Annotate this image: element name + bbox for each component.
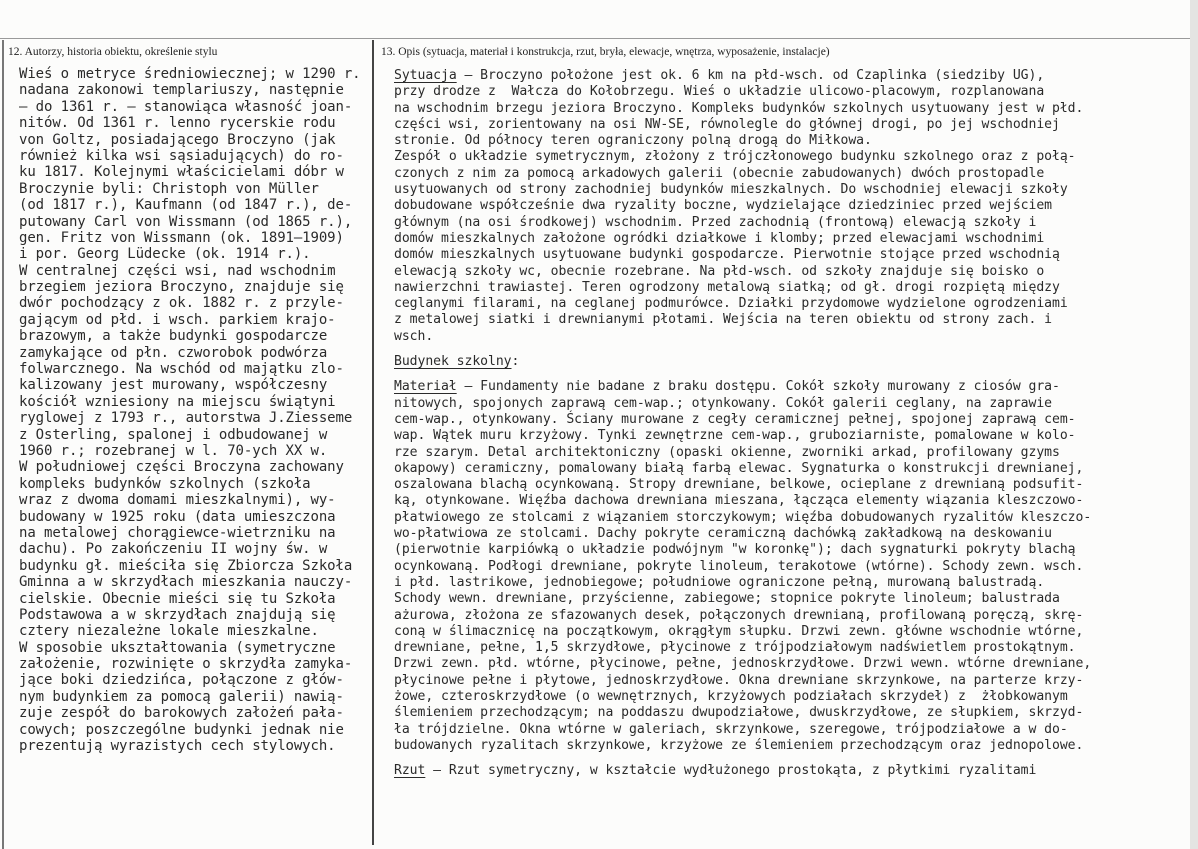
text-line: zuje zespół do barokowych założeń pała- — [19, 705, 344, 722]
text-line — [394, 477, 1091, 493]
line-text: ślemieniem przechodzącym; na poddaszu dwupodziałowe, dwuskrzydłowe, ze słupkiem, skrzyd- — [394, 705, 1084, 721]
line-text: ażurowa, złożona ze sfazowanych desek, połączonych drewnianą, profilowaną poręczą, skrę- — [394, 607, 1084, 623]
line-text: części wsi, zorientowany na osi NW-SE, równolegle do głównej drogi, po jej wschodniej — [394, 116, 1060, 132]
line-text: żowe, czteroskrzydłowe (o wewnętrznych, krzyżowych podziałach skrzydeł) z żłobkowanym — [394, 688, 1068, 704]
text-line: z Osterling, spalonej i odbudowanej w — [19, 426, 328, 443]
text-line: Wieś o metryce średniowiecznej; w 1290 r. — [19, 66, 361, 82]
line-text: ką, otynkowane. Więźba dachowa drewniana mieszana, łącząca elementy wiązania kleszczowo- — [394, 493, 1084, 509]
text-line — [394, 280, 1091, 296]
text-line: założenie, rozwinięte o skrzydła zamyka- — [19, 656, 353, 673]
text-line: Podstawowa a w skrzydłach znajdują się — [19, 606, 336, 623]
section-heading: Rzut — [394, 763, 426, 779]
left-border — [2, 40, 4, 849]
line-text: ła trójdzielne. Okna wtórne w galeriach, skrzynkowe, szeregowe, trójpodziałowe a w do- — [394, 721, 1068, 737]
text-line: 1960 r.; rozebranej w l. 70-ych XX w. — [19, 442, 328, 459]
line-text: – Fundamenty nie badane z braku dostępu. Cokół szkoły murowany z ciosów gra- — [456, 379, 1060, 395]
text-line — [394, 379, 1091, 395]
text-line: – do 1361 r. – stanowiąca własność joan- — [19, 98, 353, 115]
section-sytuacja — [394, 68, 1091, 345]
text-line — [394, 117, 1091, 133]
text-line — [394, 182, 1091, 198]
line-text: wap. Wątek muru krzyżowy. Tynki zewnętrzne cem-wap., gruboziarniste, pomalowane w kolo- — [394, 428, 1076, 444]
text-line: brzegiem jeziora Broczyno, znajduje się — [19, 279, 344, 296]
line-text: czonych z nim za pomocą arkadowych galerii (obecnie zabudowanych) dwóch prostopadle — [394, 165, 1045, 181]
text-line — [394, 591, 1091, 607]
section-12-header: 12. Autorzy, historia obiektu, określenie stylu — [8, 46, 218, 58]
line-text: wsch. — [394, 328, 434, 344]
text-line — [394, 493, 1091, 509]
line-text: : — [511, 354, 520, 370]
text-line: i por. Georg Lüdecke (ok. 1914 r.). — [19, 246, 311, 263]
text-line — [394, 133, 1091, 149]
text-line: putowany Carl von Wissmann (od 1865 r.), — [19, 213, 353, 230]
text-line — [394, 689, 1091, 705]
text-line — [394, 166, 1091, 182]
text-line — [394, 510, 1091, 526]
text-line — [394, 198, 1091, 214]
text-line — [394, 722, 1091, 738]
text-line: kompleks budynków szkolnych (szkoła — [19, 475, 311, 492]
text-line: nitów. Od 1361 r. lenno rycerskie rodu — [19, 115, 336, 132]
section-gap — [394, 345, 1091, 354]
line-text: budowanych ryzalitach skrzynkowe, krzyżowe ze ślemieniem przechodzącym oraz jednopolowe. — [394, 737, 1084, 753]
text-line: ryglowej z 1793 r., autorstwa J.Ziesseme — [19, 410, 353, 427]
line-text: – Broczyno położone jest ok. 6 km na płd-wsch. od Czaplinka (siedziby UG), — [456, 68, 1045, 83]
line-text: (pierwotnie karpiówką o układzie podwójnym "w koronkę"); dach sygnaturki pokryty blachą — [394, 542, 1076, 558]
text-line: prezentują wyrazistych cech stylowych. — [19, 738, 336, 755]
line-text: – Rzut symetryczny, w kształcie wydłużonego prostokąta, z płytkimi ryzalitami — [425, 763, 1037, 779]
column-divider — [372, 40, 374, 845]
text-line: jące boki dziedzińca, połączone z głów- — [19, 672, 344, 689]
section-rzut — [394, 763, 1091, 779]
text-line: folwarcznego. Na wschód od majątku zlo- — [19, 361, 344, 378]
line-text: domów mieszkalnych założone ogródki działkowe i klomby; przed elewacjami wschodnimi — [394, 230, 1045, 246]
line-text: cem-wap., otynkowany. Ściany murowane z cegły ceramicznej pełnej, spojonej zaprawą cem- — [394, 411, 1076, 427]
text-line — [394, 215, 1091, 231]
line-text: z metalowej siatki i drewnianymi płotami. Wejścia na teren obiektu od strony zach. i — [394, 312, 1052, 328]
text-line — [394, 296, 1091, 312]
text-line: Broczynie byli: Christoph von Müller — [19, 180, 319, 197]
line-text: coną w ślimacznicę na początkowym, okrągłym słupku. Drzwi zewn. główne wschodnie wtórne, — [394, 623, 1084, 639]
text-line — [394, 231, 1091, 247]
line-text: ceglanymi filarami, na ceglanej podmurówce. Działki przydomowe wydzielone ogrodzeniami — [394, 296, 1068, 312]
line-text: wo-płatwiowa ze stolcami. Dachy pokryte ceramiczną dachówką zakładkową na deskowaniu — [394, 526, 1052, 542]
text-line — [394, 624, 1091, 640]
text-line: kościół wzniesiony na miejscu świątyni — [19, 393, 336, 410]
text-line: zamykające od płn. czworobok podwórza — [19, 344, 328, 361]
line-text: Drzwi zewn. płd. wtórne, płycinowe, pełne, jednoskrzydłowe. Drzwi wewn. wtórne drewniane, — [394, 656, 1092, 672]
line-text: rze szarym. Detal architektoniczny (opaski okienne, zworniki arkad, profilowany gzyms — [394, 444, 1060, 460]
text-line: gen. Fritz von Wissmann (ok. 1891–1909) — [19, 229, 344, 246]
line-text: i płd. lastrikowe, jednobiegowe; południowe ograniczone pełną, murowaną balustradą. — [394, 574, 1045, 590]
text-line — [394, 396, 1091, 412]
history-text — [19, 66, 360, 754]
line-text: płycinowe pełne i płytowe, jednoskrzydłowe. Okna drewniane skrzynkowe, na parterze krzy- — [394, 672, 1084, 688]
text-line: cztery niezależne lokale mieszkalne. — [19, 623, 319, 640]
text-line: brazowym, a także budynki gospodarcze — [19, 328, 328, 345]
text-line: W południowej części Broczyna zachowany — [19, 459, 344, 476]
text-line: na metalowej chorągiewce-wietrzniku na — [19, 524, 336, 541]
text-line — [394, 149, 1091, 165]
line-text: na wschodnim brzegu jeziora Broczyno. Kompleks budynków szkolnych usytuowany jest w płd. — [394, 100, 1084, 116]
text-line — [394, 445, 1091, 461]
scan-edge — [1190, 0, 1198, 849]
top-rule — [0, 38, 1190, 39]
text-line — [394, 575, 1091, 591]
text-line — [394, 640, 1091, 656]
text-line: cielskie. Obecnie mieści się tu Szkoła — [19, 590, 336, 607]
text-line: cowych; poszczególne budynki jednak nie — [19, 721, 344, 738]
line-text: płatwiowego ze stolcami z wiązaniem storczykowym; więźba dobudowanych ryzalitów kleszczo- — [394, 509, 1092, 525]
section-heading: Budynek szkolny — [394, 354, 512, 370]
line-text: nawierzchni trawiastej. Teren ogrodzony metalową siatką; od gł. drogi rozpiętą między — [394, 279, 1060, 295]
line-text: stronie. Od północy teren ograniczony polną drogą do Miłkowa. — [394, 133, 872, 149]
line-text: elewacją szkoły wc, obecnie rozebrane. Na płd-wsch. od szkoły znajduje się boisko o — [394, 263, 1045, 279]
text-line: dachu). Po zakończeniu II wojny św. w — [19, 541, 328, 558]
line-text: Schody wewn. drewniane, przyścienne, zabiegowe; stopnice pokryte linoleum; balustrada — [394, 591, 1060, 607]
text-line: Gminna a w skrzydłach mieszkania nauczy- — [19, 574, 353, 591]
text-line — [394, 608, 1091, 624]
text-line: budowany w 1925 roku (data umieszczona — [19, 508, 336, 525]
text-line — [394, 673, 1091, 689]
line-text: głównym (na osi środkowej) wschodnim. Przed zachodnią (frontową) elewacją szkoły i — [394, 214, 1037, 230]
section-heading: Materiał — [394, 379, 457, 395]
text-line: kalizowany jest murowany, współczesny — [19, 377, 328, 394]
text-line — [394, 264, 1091, 280]
section-materia- — [394, 379, 1091, 754]
text-line: budynku gł. mieściła się Zbiorcza Szkoła — [19, 557, 353, 574]
text-line — [394, 526, 1091, 542]
line-text: oszalowana blachą ocynkowaną. Stropy drewniane, belkowe, ocieplane z drewnianą podsufit- — [394, 477, 1084, 493]
text-line: ku 1817. Kolejnymi właścicielami dóbr w — [19, 164, 344, 181]
text-line: W sposobie ukształtowania (symetryczne — [19, 639, 336, 656]
text-line — [394, 84, 1091, 100]
line-text: drewniane, pełne, 1,5 skrzydłowe, płycinowe z trójpodziałowym nadświetlem prostokątnym. — [394, 640, 1076, 656]
text-line — [394, 559, 1091, 575]
text-line — [394, 247, 1091, 263]
section-gap — [394, 370, 1091, 379]
line-text: Zespół o układzie symetrycznym, złożony z trójczłonowego budynku szkolnego oraz z połą- — [394, 149, 1076, 165]
section-gap — [394, 754, 1091, 763]
text-line — [394, 763, 1091, 779]
description-text — [394, 68, 1091, 779]
text-line — [394, 354, 1091, 370]
text-line: W centralnej części wsi, nad wschodnim — [19, 262, 336, 279]
line-text: ocynkowaną. Podłogi drewniane, pokryte linoleum, terakotowe (wtórne). Schody zewn. wsch. — [394, 558, 1084, 574]
line-text: nitowych, spojonych zaprawą cem-wap.; otynkowany. Cokół galerii ceglany, na zaprawie — [394, 395, 1052, 411]
line-text: przy drodze z Wałcza do Kołobrzegu. Wieś o układzie ulicowo-placowym, rozplanowana — [394, 84, 1045, 100]
section-budynek-szkolny — [394, 354, 1091, 370]
text-line: (od 1817 r.), Kaufmann (od 1847 r.), de- — [19, 197, 353, 214]
text-line — [394, 312, 1091, 328]
text-line — [394, 656, 1091, 672]
text-line — [394, 461, 1091, 477]
text-line: von Goltz, posiadającego Broczyno (jak — [19, 131, 336, 148]
text-line — [394, 705, 1091, 721]
text-line: nadana zakonowi templariuszy, następnie — [19, 82, 344, 99]
line-text: okapowy) ceramiczny, pomalowany białą farbą elewac. Sygnaturka o konstrukcji drewnianej, — [394, 460, 1084, 476]
text-line — [394, 68, 1091, 84]
text-line: wraz z dwoma domami mieszkalnymi), wy- — [19, 492, 336, 509]
text-line: również kilka wsi sąsiadujących) do ro- — [19, 147, 344, 164]
text-line — [394, 542, 1091, 558]
section-13-header: 13. Opis (sytuacja, materiał i konstrukcja, rzut, bryła, elewacje, wnętrza, wyposażenie, instalacje) — [381, 46, 830, 58]
text-line — [394, 738, 1091, 754]
text-line — [394, 329, 1091, 345]
line-text: dobudowane współcześnie dwa ryzality boczne, wydzielające dziedziniec przed wejściem — [394, 198, 1052, 214]
text-line — [394, 428, 1091, 444]
text-line: dwór pochodzący z ok. 1882 r. z przyle- — [19, 295, 344, 312]
text-line — [394, 412, 1091, 428]
line-text: usytuowanych od strony zachodniej budynków mieszkalnych. Do wschodniej elewacji szkoły — [394, 182, 1068, 198]
text-line — [394, 101, 1091, 117]
text-line: nym budynkiem za pomocą galerii) nawią- — [19, 688, 344, 705]
section-heading: Sytuacja — [394, 68, 457, 83]
text-line: gającym od płd. i wsch. parkiem krajo- — [19, 311, 336, 328]
line-text: domów mieszkalnych usytuowane budynki gospodarcze. Pierwotnie stojące przed wschodnią — [394, 247, 1060, 263]
